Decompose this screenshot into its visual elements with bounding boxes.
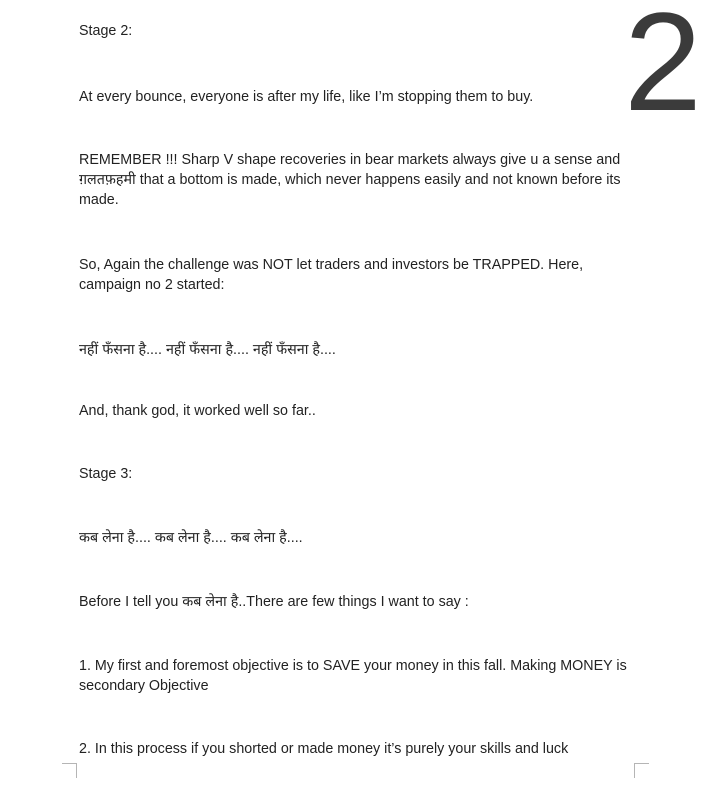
stage-3-heading: Stage 3: <box>79 466 133 482</box>
stage-2-heading: Stage 2: <box>79 23 133 39</box>
paragraph-challenge: So, Again the challenge was NOT let traders and investors be TRAPPED. Here, campaign no 2 started: <box>79 257 584 293</box>
paragraph-campaign-slogan: नहीं फँसना है.... नहीं फँसना है.... नहीं फँसना है.... <box>79 342 336 358</box>
page-number: 2 <box>624 0 702 140</box>
list-item-2: 2. In this process if you shorted or made money it’s purely your skills and luck <box>79 741 569 757</box>
paragraph-thank-god: And, thank god, it worked well so far.. <box>79 403 316 419</box>
paragraph-remember: REMEMBER !!! Sharp V shape recoveries in bear markets always give u a sense and ग़लतफ़हमी that a bottom is made, which never happens easily and not known before its made. <box>79 152 621 208</box>
paragraph-kab-lena-hai: कब लेना है.... कब लेना है.... कब लेना है.... <box>79 530 303 546</box>
paragraph-before-i-tell: Before I tell you कब लेना है..There are few things I want to say : <box>79 594 469 610</box>
margin-corner-mark-right <box>634 763 649 778</box>
list-item-1: 1. My first and foremost objective is to SAVE your money in this fall. Making MONEY is secondary Objective <box>79 658 627 694</box>
margin-corner-mark-left <box>62 763 77 778</box>
paragraph-bounce: At every bounce, everyone is after my life, like I’m stopping them to buy. <box>79 89 534 105</box>
